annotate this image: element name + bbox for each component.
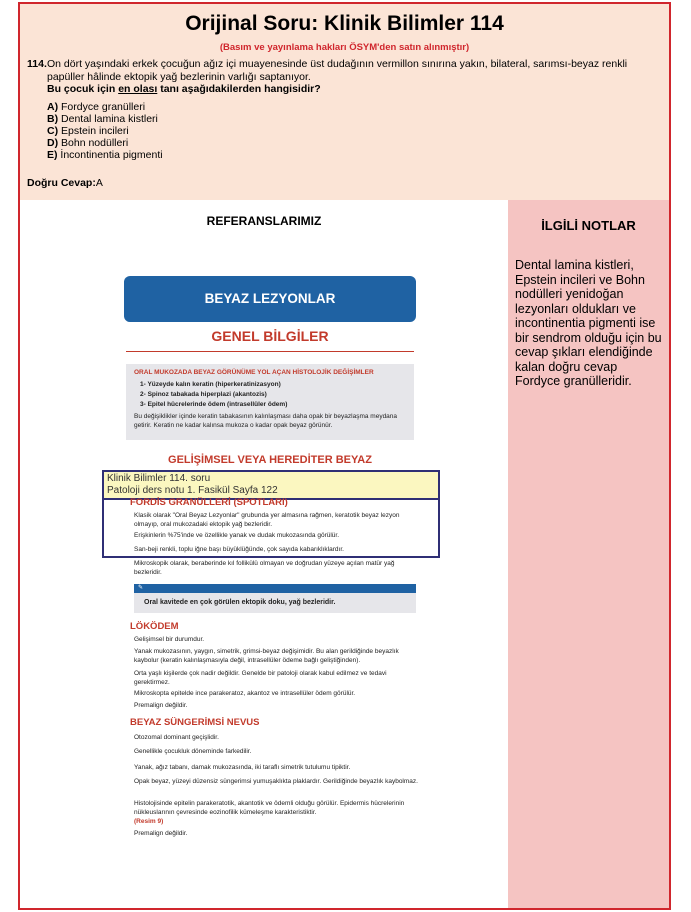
leukoedema-paragraph: Mikroskopta epitelde ince parakeratoz, akantoz ve intrasellüler ödem görülür. [134, 690, 356, 697]
nevus-paragraph: Otozomal dominant geçişlidir. [134, 734, 219, 741]
option-b: B) Dental lamina kistleri [47, 113, 158, 125]
fordyce-paragraph: Mikroskopik olarak, beraberinde kıl follikülü olmayan ve doğrudan yüzeye açılan matür yağ bezleridir. [134, 560, 395, 576]
notes-panel [508, 200, 669, 910]
highlight-reference-box [102, 470, 440, 500]
divider [126, 351, 414, 352]
info-item: 2- Spinoz tabakada hiperplazi (akantozis) [140, 391, 267, 398]
leukoedema-heading: LÖKÖDEM [130, 621, 179, 632]
question-text: On dört yaşındaki erkek çocuğun ağız içi muayenesinde üst dudağının vermillon sınırına yakın, bilateral, sarımsı-beyaz renkli papüller hâlinde ektopik yağ bezlerinin varlığı saptanıyor. [47, 58, 628, 83]
question-number: 114. [27, 58, 47, 70]
highlight-line-1: Klinik Bilimler 114. soru [107, 473, 211, 484]
developmental-heading: GELİŞİMSEL VEYA HEREDİTER BEYAZ [168, 454, 372, 466]
question-title: Orijinal Soru: Klinik Bilimler 114 [185, 12, 504, 35]
leukoedema-paragraph: Premalign değildir. [134, 702, 188, 709]
fordyce-paragraph: Klasik olarak "Oral Beyaz Lezyonlar" grubunda yer almasına rağmen, keratotik beyaz lezyon olmayıp, oral mukozadaki ektopik yağ bezleridir. [134, 512, 400, 528]
nevus-paragraph: Genellikle çocukluk döneminde farkedilir. [134, 748, 252, 755]
sponge-nevus-heading: BEYAZ SÜNGERİMSİ NEVUS [130, 717, 260, 728]
nevus-paragraph: Premalign değildir. [134, 830, 188, 837]
info-box [126, 364, 414, 440]
general-heading: GENEL BİLGİLER [211, 328, 329, 344]
nevus-paragraph: Histolojisinde epitelin parakeratotik, akantotik ve ödemli olduğu görülür. Epidermis hücrelerinin nükleuslarının çevresinde eozinofilik kümeleşme karakteristiktir. [134, 800, 405, 816]
emphasis-underline: en olası [118, 83, 158, 95]
option-e: E) İncontinentia pigmenti [47, 149, 163, 161]
correct-answer: Doğru Cevap:A [27, 177, 103, 189]
leukoedema-paragraph: Yanak mukozasının, yaygın, simetrik, grimsi-beyaz değişimidir. Bu alan gerildiğinde beyazlık kaybolur (keratin kalınlaşmasıyla değil, intrasellüler ödeme bağlı geliştiğinden). [134, 648, 399, 664]
leukoedema-paragraph: Gelişimsel bir durumdur. [134, 636, 205, 643]
info-box-title: ORAL MUKOZADA BEYAZ GÖRÜNÜME YOL AÇAN HİSTOLOJİK DEĞİŞİMLER [134, 369, 374, 376]
note-bar: ✎ [134, 584, 416, 593]
image-reference: (Resim 9) [134, 818, 164, 825]
question-box [20, 4, 669, 200]
book-banner: BEYAZ LEZYONLAR [124, 276, 416, 322]
question-ask: Bu çocuk için en olası tanı aşağıdakilerden hangisidir? [47, 83, 321, 95]
option-c: C) Epstein incileri [47, 125, 129, 137]
fordyce-note: Oral kavitede en çok görülen ektopik doku, yağ bezleridir. [134, 593, 416, 613]
nevus-paragraph: Yanak, ağız tabanı, damak mukozasında, iki taraflı simetrik tutulumu tipiktir. [134, 764, 351, 771]
info-item: 3- Epitel hücrelerinde ödem (intrasellüler ödem) [140, 401, 288, 408]
nevus-paragraph: Opak beyaz, yüzeyi düzensiz süngerimsi yumuşaklıkta plaklardır. Gerildiğinde beyazlık kaybolmaz. [134, 778, 418, 785]
page-frame [18, 2, 671, 910]
notes-heading: İLGİLİ NOTLAR [541, 218, 636, 233]
leukoedema-paragraph: Orta yaşlı kişilerde çok nadir değildir. Genelde bir patoloji olarak kabul edilmez ve tedavi gerektirmez. [134, 670, 387, 686]
highlight-line-2: Patoloji ders notu 1. Fasikül Sayfa 122 [107, 485, 278, 496]
info-note: Bu değişiklikler içinde keratin tabakasının kalınlaşması daha opak bir beyazlaşma meydana getirir. Keratin ne kadar kalınsa mukoza o kadar opak beyaz görünür. [134, 413, 398, 429]
copyright-note: (Basım ve yayınlama hakları ÖSYM'den satın alınmıştır) [219, 42, 470, 53]
references-heading: REFERANSLARIMIZ [206, 214, 322, 228]
reference-page [107, 276, 420, 842]
option-a: A) Fordyce granülleri [47, 101, 146, 113]
answer-options [47, 101, 163, 161]
info-item: 1- Yüzeyde kalın keratin (hiperkeratinizasyon) [140, 381, 281, 388]
fordyce-paragraph: San-beji renkli, toplu iğne başı büyüklüğünde, çok sayıda kabarıklıklardır. [134, 546, 344, 553]
fordyce-heading: FORDİS GRANÜLLERİ (SPOTLARI) [130, 497, 288, 508]
notes-text: Dental lamina kistleri, Epstein incileri ve Bohn nodülleri yenidoğan lezyonları oldukları ve incontinentia pigmenti ise bir sendrom olduğu için bu cevap şıkları elendiğinde kalan doğru cevap Fordyce granülleridir. [515, 258, 662, 388]
option-d: D) Bohn nodülleri [47, 137, 129, 149]
fordyce-paragraph: Erişkinlerin %75'inde ve özellikle yanak ve dudak mukozasında görülür. [134, 532, 340, 539]
